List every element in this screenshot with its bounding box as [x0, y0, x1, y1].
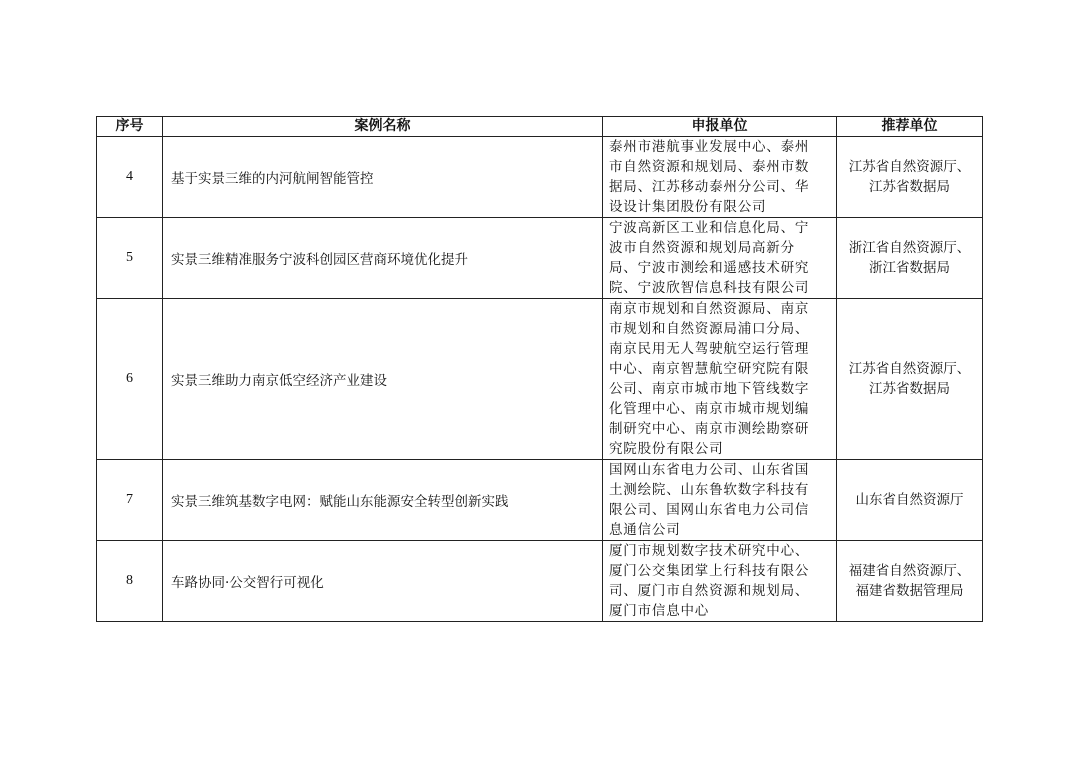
- applicant-line: 公司、南京市城市地下管线数字: [609, 381, 810, 397]
- applicant-units: [603, 299, 837, 460]
- table-body: [97, 137, 983, 622]
- recommender-line: 浙江省数据局: [869, 260, 950, 276]
- applicant-units: [603, 460, 837, 541]
- header-recommender: 推荐单位: [837, 117, 983, 137]
- row-index: 8: [97, 541, 163, 622]
- applicant-line: 厦门公交集团掌上行科技有限公: [609, 563, 810, 579]
- applicant-line: 泰州市港航事业发展中心、泰州: [609, 139, 810, 155]
- table-header: [97, 117, 983, 137]
- recommender-line: 山东省自然资源厅: [855, 492, 964, 508]
- applicant-units: [603, 218, 837, 299]
- recommender-units: [837, 137, 983, 218]
- case-name: 实景三维助力南京低空经济产业建设: [163, 299, 603, 460]
- applicant-line: 波市自然资源和规划局高新分: [609, 240, 795, 256]
- applicant-line: 厦门市规划数字技术研究中心、: [609, 543, 810, 559]
- recommender-line: 江苏省数据局: [869, 179, 950, 195]
- header-row: [97, 117, 983, 137]
- applicant-line: 市规划和自然资源局浦口分局、: [609, 321, 810, 337]
- recommender-units: [837, 218, 983, 299]
- case-name: 实景三维精准服务宁波科创园区营商环境优化提升: [163, 218, 603, 299]
- header-index: 序号: [97, 117, 163, 137]
- applicant-line: 司、厦门市自然资源和规划局、: [609, 583, 810, 599]
- case-name: 车路协同·公交智行可视化: [163, 541, 603, 622]
- applicant-line: 南京民用无人驾驶航空运行管理: [609, 341, 810, 357]
- recommender-line: 福建省自然资源厅、: [848, 563, 971, 579]
- applicant-line: 限公司、国网山东省电力公司信: [609, 502, 810, 518]
- applicant-line: 设设计集团股份有限公司: [609, 199, 767, 215]
- recommender-units: [837, 541, 983, 622]
- applicant-line: 局、宁波市测绘和遥感技术研究: [609, 260, 810, 276]
- applicant-line: 据局、江苏移动泰州分公司、华: [609, 179, 810, 195]
- recommender-line: 江苏省自然资源厅、: [848, 361, 971, 377]
- recommender-line: 浙江省自然资源厅、: [848, 240, 971, 256]
- table-row: [97, 460, 983, 541]
- recommender-line: 江苏省数据局: [869, 381, 950, 397]
- applicant-line: 南京市规划和自然资源局、南京: [609, 301, 810, 317]
- header-case-name: 案例名称: [163, 117, 603, 137]
- applicant-units: [603, 137, 837, 218]
- applicant-line: 厦门市信息中心: [609, 603, 710, 619]
- case-list-table: [96, 116, 983, 622]
- applicant-line: 制研究中心、南京市测绘勘察研: [609, 421, 810, 437]
- case-name: 基于实景三维的内河航闸智能管控: [163, 137, 603, 218]
- header-applicant: 申报单位: [603, 117, 837, 137]
- recommender-units: [837, 460, 983, 541]
- row-index: 7: [97, 460, 163, 541]
- applicant-line: 中心、南京智慧航空研究院有限: [609, 361, 810, 377]
- row-index: 4: [97, 137, 163, 218]
- row-index: 5: [97, 218, 163, 299]
- table-row: [97, 541, 983, 622]
- recommender-units: [837, 299, 983, 460]
- applicant-line: 土测绘院、山东鲁软数字科技有: [609, 482, 810, 498]
- applicant-line: 究院股份有限公司: [609, 441, 724, 457]
- applicant-line: 国网山东省电力公司、山东省国: [609, 462, 810, 478]
- row-index: 6: [97, 299, 163, 460]
- table-row: [97, 299, 983, 460]
- applicant-units: [603, 541, 837, 622]
- applicant-line: 院、宁波欣智信息科技有限公司: [609, 280, 810, 296]
- recommender-line: 江苏省自然资源厅、: [848, 159, 971, 175]
- table-row: [97, 218, 983, 299]
- applicant-line: 宁波高新区工业和信息化局、宁: [609, 220, 810, 236]
- applicant-line: 息通信公司: [609, 522, 681, 538]
- recommender-line: 福建省数据管理局: [855, 583, 964, 599]
- applicant-line: 化管理中心、南京市城市规划编: [609, 401, 810, 417]
- applicant-line: 市自然资源和规划局、泰州市数: [609, 159, 810, 175]
- case-name: 实景三维筑基数字电网：赋能山东能源安全转型创新实践: [163, 460, 603, 541]
- table-row: [97, 137, 983, 218]
